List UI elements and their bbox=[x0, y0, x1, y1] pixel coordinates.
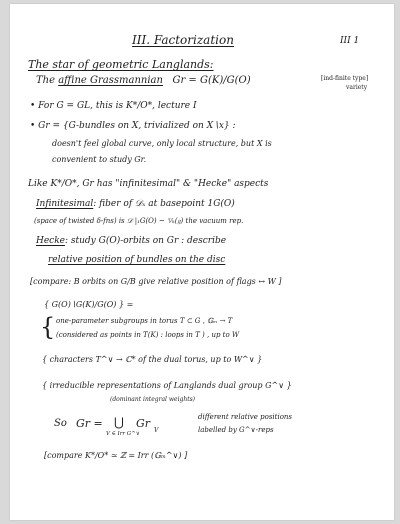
left-brace-1: { bbox=[40, 313, 56, 341]
irreducible-reps-line: { irreducible representations of Langlands dual group G^∨ } bbox=[42, 381, 292, 390]
affine-grassmannian-line bbox=[36, 76, 251, 86]
bullet-bundles: • Gr = {G-bundles on X, trivialized on X∖x} : bbox=[30, 121, 236, 131]
compare-flags: [compare: B orbits on G/B give relative position of flags ↔ W ] bbox=[30, 277, 282, 286]
infinitesimal-line2: (space of twisted δ-fns) is 𝒟 |₁G(O) ~ 𝕍ₖ(𝔤) the vacuum rep. bbox=[34, 217, 244, 225]
gr-v: Gr bbox=[136, 417, 151, 430]
like-line: Like K*/O*, Gr has "infinitesimal" & "Hecke" aspects bbox=[28, 179, 269, 189]
affine-intro-text: The bbox=[36, 75, 59, 86]
so-label: So bbox=[54, 418, 67, 429]
labelled-note: labelled by G^∨-reps bbox=[198, 426, 274, 434]
hecke-text: : study G(O)-orbits on Gr : describe bbox=[65, 236, 227, 246]
compare-irr: [compare K*/O* ≃ ℤ = Irr (𝔾ₘ^∨) ] bbox=[44, 451, 188, 460]
infinitesimal-line bbox=[36, 200, 235, 209]
hecke-label: Hecke bbox=[36, 236, 65, 246]
considered-points-line: (considered as points in T(K) : loops in T ) , up to W bbox=[56, 331, 240, 339]
hecke-line2: relative position of bundles on the disc bbox=[48, 255, 226, 265]
one-parameter-line: one-parameter subgroups in torus T ⊂ G , 𝔾ₘ → T bbox=[56, 317, 233, 325]
hecke-line bbox=[36, 237, 226, 246]
gr-formula: Gr = G(K)/G(O) bbox=[172, 75, 251, 86]
gr-v-subscript: V bbox=[154, 427, 159, 434]
bullet-bundles-cont2: convenient to study Gr. bbox=[52, 155, 147, 164]
section-heading-star: The star of geometric Langlands: bbox=[28, 58, 214, 71]
gr-equals: Gr = bbox=[76, 417, 103, 430]
relative-positions-note: different relative positions bbox=[198, 413, 293, 421]
variety-note: variety bbox=[346, 84, 368, 91]
ind-finite-note: [ind-finite type] bbox=[321, 75, 369, 82]
bullet-bundles-cont1: doesn't feel global curve, only local structure, but X is bbox=[52, 139, 272, 148]
affine-grassmannian-label: affine Grassmannian bbox=[58, 75, 163, 86]
dominant-weights-note: (dominant integral weights) bbox=[110, 396, 196, 403]
page-number: III 1 bbox=[340, 36, 360, 46]
infinitesimal-label: Infinitesimal bbox=[36, 199, 94, 209]
bullet-gl: • For G = GL, this is K*/O*, lecture I bbox=[30, 101, 197, 111]
union-subscript: V ∈ Irr G^∨ bbox=[106, 431, 140, 437]
orbits-set: { G(O)∖G(K)/G(O) } = bbox=[44, 300, 134, 309]
union-symbol: ⋃ bbox=[114, 415, 124, 429]
characters-line: { characters T^∨ → ℂ* of the dual torus, up to W^∨ } bbox=[42, 355, 263, 364]
infinitesimal-text: : fiber of 𝒟ₓ at basepoint 1G(O) bbox=[93, 199, 235, 209]
page-title: III. Factorization bbox=[132, 33, 234, 47]
notebook-page bbox=[10, 4, 394, 520]
